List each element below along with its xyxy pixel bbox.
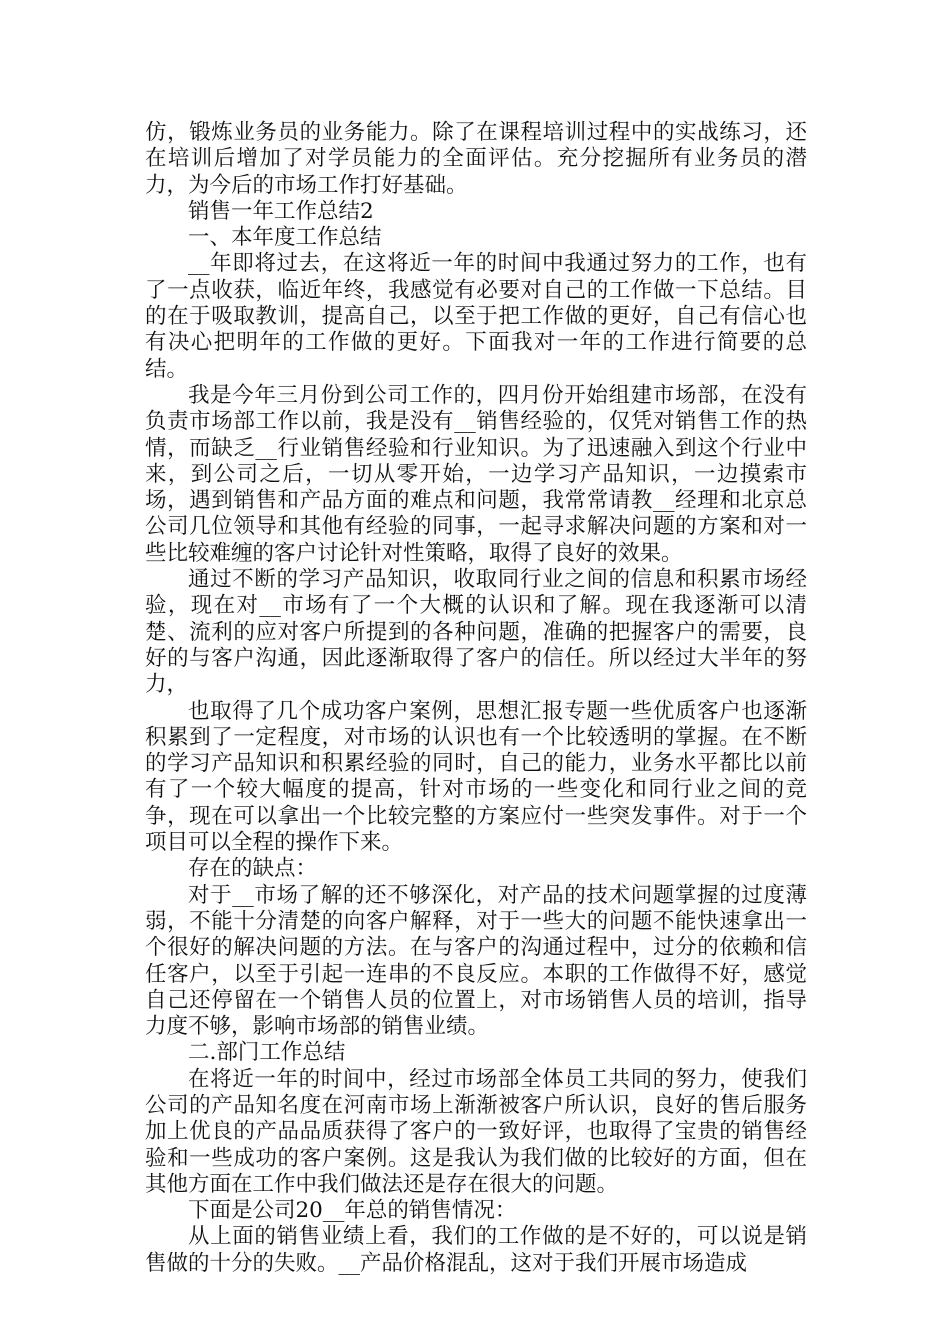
section-heading: 一、本年度工作总结 <box>188 225 382 251</box>
section-heading: 存在的缺点： <box>188 856 318 882</box>
body-paragraph: 从上面的销售业绩上看，我们的工作做的是不好的，可以说是销售做的十分的失败。__产品价格混乱，这对于我们开展市场造成 <box>145 1224 807 1276</box>
body-paragraph: 我是今年三月份到公司工作的，四月份开始组建市场部，在没有负责市场部工作以前，我是没有__销售经验的，仅凭对销售工作的热情，而缺乏__行业销售经验和行业知识。为了迅速融入到这个行业中来，到公司之后，一切从零开始，一边学习产品知识，一边摸索市场，遇到销售和产品方面的难点和问题，我常常请教__经理和北京总公司几位领导和其他有经验的同事，一起寻求解决问题的方案和对一些比较难缠的客户讨论针对性策略，取得了良好的效果。 <box>145 382 807 566</box>
body-paragraph: 在将近一年的时间中，经过市场部全体员工共同的努力，使我们公司的产品知名度在河南市场上渐渐被客户所认识，良好的售后服务加上优良的产品品质获得了客户的一致好评，也取得了宝贵的销售经验和一些成功的客户案例。这是我认为我们做的比较好的方面，但在其他方面在工作中我们做法还是存在很大的问题。 <box>145 1066 807 1197</box>
body-paragraph: 对于__市场了解的还不够深化，对产品的技术问题掌握的过度薄弱，不能十分清楚的向客户解释，对于一些大的问题不能快速拿出一个很好的解决问题的方法。在与客户的沟通过程中，过分的依赖和信任客户，以至于引起一连串的不良反应。本职的工作做得不好，感觉自己还停留在一个销售人员的位置上，对市场销售人员的培训，指导力度不够，影响市场部的销售业绩。 <box>145 882 807 1040</box>
body-paragraph: __年即将过去，在这将近一年的时间中我通过努力的工作，也有了一点收获，临近年终，我感觉有必要对自己的工作做一下总结。目的在于吸取教训，提高自己，以至于把工作做的更好，自己有信心也有决心把明年的工作做的更好。下面我对一年的工作进行简要的总结。 <box>145 251 807 382</box>
body-paragraph: 也取得了几个成功客户案例，思想汇报专题一些优质客户也逐渐积累到了一定程度，对市场的认识也有一个比较透明的掌握。在不断的学习产品知识和积累经验的同时，自己的能力，业务水平都比以前有了一个较大幅度的提高，针对市场的一些变化和同行业之间的竞争，现在可以拿出一个比较完整的方案应付一些突发事件。对于一个项目可以全程的操作下来。 <box>145 698 807 856</box>
body-paragraph: 仿，锻炼业务员的业务能力。除了在课程培训过程中的实战练习，还在培训后增加了对学员能力的全面评估。充分挖掘所有业务员的潜力，为今后的市场工作打好基础。 <box>145 120 807 198</box>
document-body <box>145 120 807 1277</box>
body-paragraph: 通过不断的学习产品知识，收取同行业之间的信息和积累市场经验，现在对__市场有了一个大概的认识和了解。现在我逐渐可以清楚、流利的应对客户所提到的各种问题，准确的把握客户的需要，良好的与客户沟通，因此逐渐取得了客户的信任。所以经过大半年的努力， <box>145 567 807 698</box>
section-heading: 二.部门工作总结 <box>188 1040 346 1066</box>
section-heading: 下面是公司20__年总的销售情况： <box>188 1198 517 1224</box>
section-title: 销售一年工作总结2 <box>188 198 374 224</box>
